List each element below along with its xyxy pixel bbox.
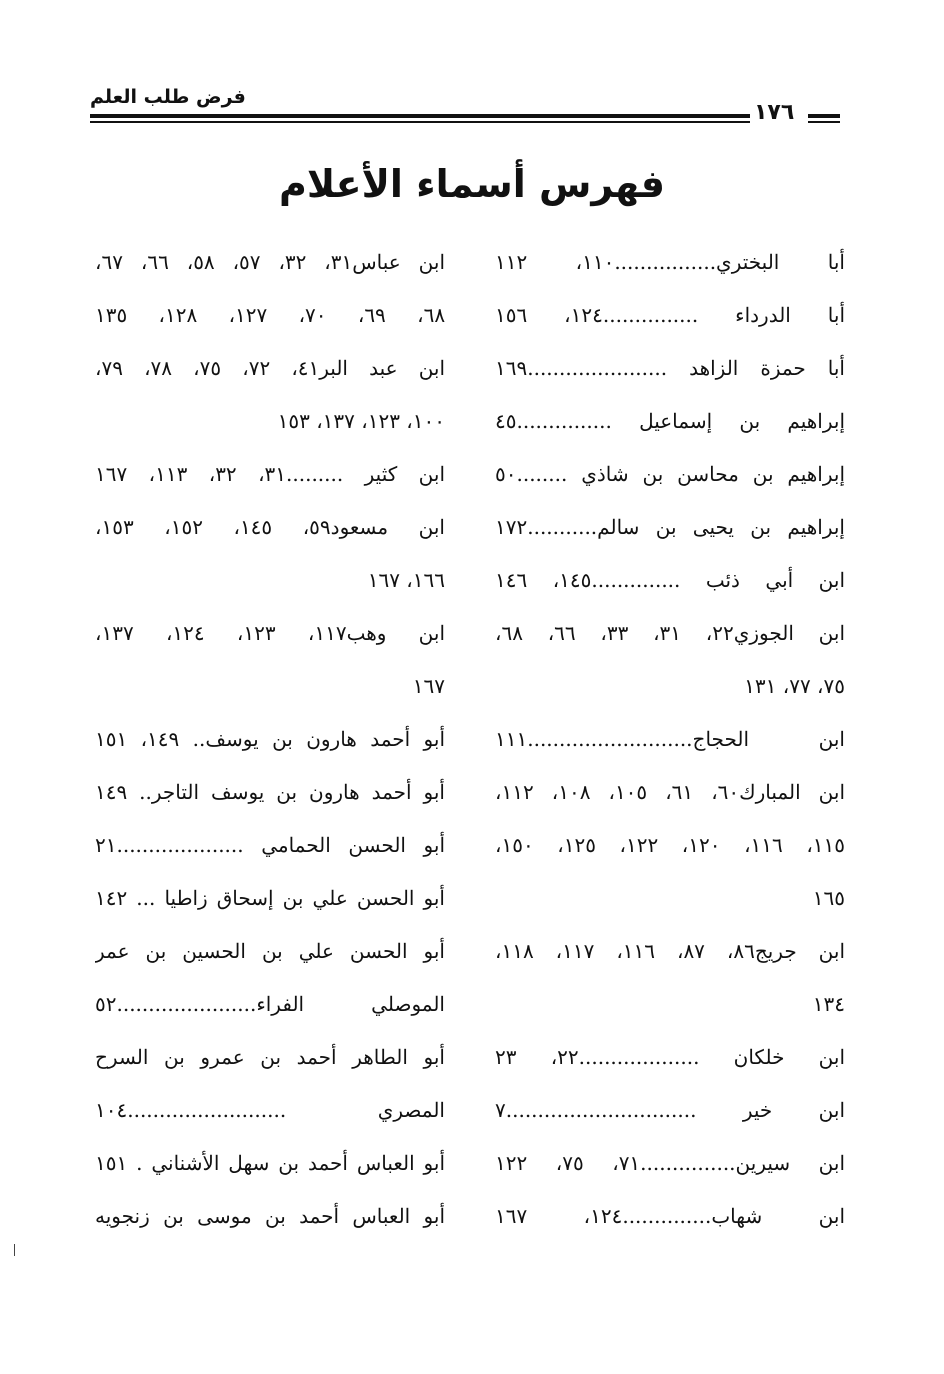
index-entry: ١٦٧ — [412, 674, 445, 698]
index-entry: أبو الطاهر أحمد بن عمرو بن السرح — [95, 1045, 445, 1069]
header-rule-dash — [808, 114, 840, 118]
header-rule-thick — [90, 114, 750, 118]
index-entry: أبا حمزة الزاهد ......................١٦٩ — [495, 356, 845, 380]
index-entry: إبراهيم بن محاسن بن شاذي ........٥٠ — [495, 462, 845, 486]
index-entry: ابن الحجاج..........................١١١ — [495, 727, 845, 751]
index-entry: إبراهيم بن يحيى بن سالم...........١٧٢ — [495, 515, 845, 539]
page-number: ١٧٦ — [754, 100, 795, 125]
index-entry: ابن وهب١١٧، ١٢٣، ١٢٤، ١٣٧، — [95, 621, 445, 645]
index-entry: أبو الحسن علي بن الحسين بن عمر — [95, 939, 445, 963]
index-column-right — [495, 236, 845, 1243]
index-entry: ابن مسعود٥٩، ١٤٥، ١٥٢، ١٥٣، — [95, 515, 445, 539]
index-entry: ابن المبارك٦٠، ٦١، ١٠٥، ١٠٨، ١١٢، — [495, 780, 845, 804]
book-title: فرض طلب العلم — [90, 86, 246, 108]
index-entry: ١٠٠، ١٢٣، ١٣٧، ١٥٣ — [277, 409, 445, 433]
index-entry: المصري .........................١٠٤ — [95, 1098, 445, 1122]
index-entry: ٦٨، ٦٩، ٧٠، ١٢٧، ١٢٨، ١٣٥ — [95, 303, 445, 327]
index-entry: أبو أحمد هارون بن يوسف التاجر.. ١٤٩ — [95, 780, 445, 804]
index-entry: ابن عبد البر٤١، ٧٢، ٧٥، ٧٨، ٧٩، — [95, 356, 445, 380]
header-rule-dash-thin — [808, 121, 840, 123]
index-title: فهرس أسماء الأعلام — [278, 162, 666, 206]
index-entry: ١١٥، ١١٦، ١٢٠، ١٢٢، ١٢٥، ١٥٠، — [495, 833, 845, 857]
index-entry: أبو الحسن علي بن إسحاق زاطيا ... ١٤٢ — [95, 886, 445, 910]
index-entry: ابن الجوزي٢٢، ٣١، ٣٣، ٦٦، ٦٨، — [495, 621, 845, 645]
running-header — [90, 86, 840, 130]
index-entry: أبو العباس أحمد بن سهل الأشناني . ١٥١ — [95, 1151, 445, 1175]
index-entry: ابن أبي ذئب ..............١٤٥، ١٤٦ — [495, 568, 845, 592]
header-rule-thin — [90, 121, 750, 123]
margin-mark — [14, 1244, 15, 1256]
index-entry: ابن شهاب..............١٢٤، ١٦٧ — [495, 1204, 845, 1228]
index-column-left — [95, 236, 445, 1243]
index-entry: ابن كثير .........٣١، ٣٢، ١١٣، ١٦٧ — [95, 462, 445, 486]
index-entry: الموصلي الفراء......................٥٢ — [95, 992, 445, 1016]
index-entry: ابن خلكان ...................٢٢، ٢٣ — [495, 1045, 845, 1069]
index-entry: ابن عباس٣١، ٣٢، ٥٧، ٥٨، ٦٦، ٦٧، — [95, 250, 445, 274]
index-entry: ٧٥، ٧٧، ١٣١ — [744, 674, 845, 698]
index-entry: أبا الدرداء ...............١٢٤، ١٥٦ — [495, 303, 845, 327]
index-entry: أبو العباس أحمد بن موسى بن زنجويه — [95, 1204, 445, 1228]
index-entry: أبا البختري................١١٠، ١١٢ — [495, 250, 845, 274]
index-entry: ١٣٤ — [812, 992, 845, 1016]
index-entry: أبو أحمد هارون بن يوسف.. ١٤٩، ١٥١ — [95, 727, 445, 751]
index-entry: ابن جريج٨٦، ٨٧، ١١٦، ١١٧، ١١٨، — [495, 939, 845, 963]
index-entry: ١٦٥ — [812, 886, 845, 910]
index-entry: ١٦٦، ١٦٧ — [367, 568, 445, 592]
index-entry: إبراهيم بن إسماعيل ...............٤٥ — [495, 409, 845, 433]
index-entry: أبو الحسن الحمامي ....................٢١ — [95, 833, 445, 857]
index-entry: ابن سيرين...............٧١، ٧٥، ١٢٢ — [495, 1151, 845, 1175]
index-entry: ابن خير ..............................٧ — [495, 1098, 845, 1122]
